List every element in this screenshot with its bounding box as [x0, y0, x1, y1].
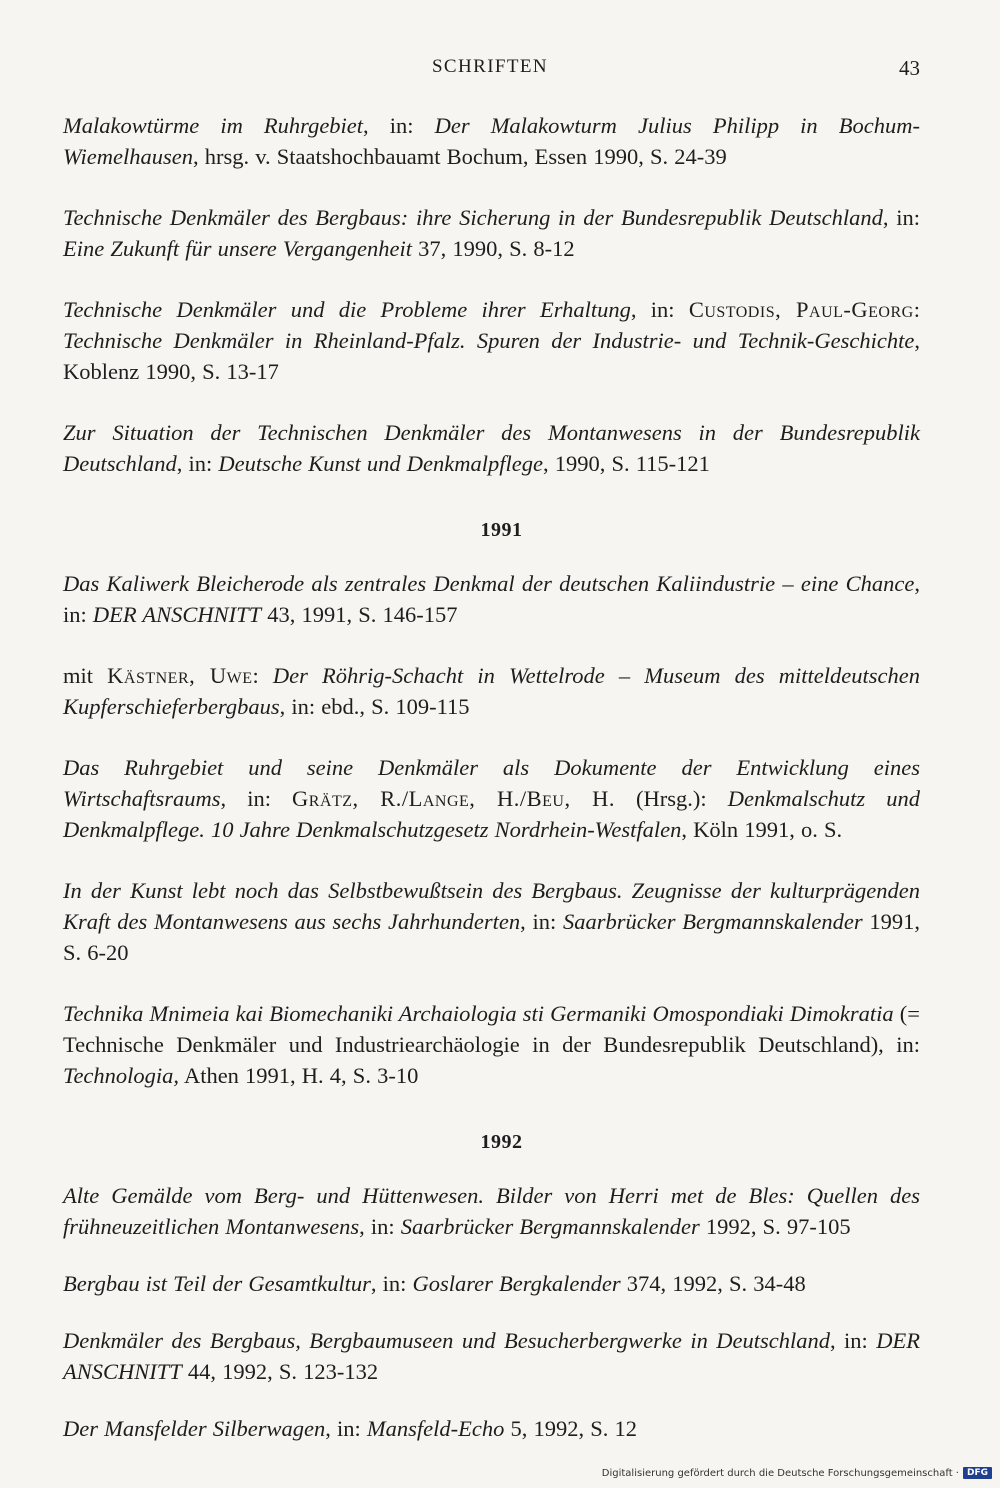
footer: [602, 1464, 992, 1482]
entry-text-fragment: , in:: [325, 1416, 367, 1441]
running-head: [0, 56, 1000, 82]
bibliography-entry-kaliwerk: [63, 568, 920, 630]
entry-text-fragment: Saarbrücker Bergmannskalender: [400, 1214, 700, 1239]
entry-text-fragment: Mansfeld-Echo: [366, 1416, 505, 1441]
bibliography-entry-alte-gemaelde: [63, 1180, 920, 1242]
entry-text-fragment: Das Ruhrgebiet und seine Denkmäler als Dokumente der Entwicklung eines Wirtschaftsraums: [63, 755, 920, 811]
entry-text-fragment: DER ANSCHNITT: [63, 1328, 920, 1384]
entry-text-fragment: Malakowtürme im Ruhrgebiet: [63, 113, 364, 138]
year-heading-1991: 1991: [480, 519, 523, 541]
bibliography-entry-silberwagen: [63, 1413, 920, 1444]
page-number: 43: [899, 56, 920, 80]
bibliography-entry-technika: [63, 998, 920, 1091]
entry-text-fragment: , 1990, S. 115-121: [542, 451, 710, 476]
entry-text-fragment: , in:: [176, 451, 219, 476]
entry-text-fragment: Kästner, Uwe: [107, 663, 253, 688]
entry-text-fragment: Der Mansfelder Silberwagen: [63, 1416, 326, 1441]
entry-text-fragment: 44, 1992, S. 123-132: [181, 1359, 379, 1384]
year-heading-1992: 1992: [480, 1131, 523, 1153]
entry-text-fragment: Technika Mnimeia kai Biomechaniki Archaiologia sti Germaniki Omospondiaki Dimokratia: [63, 1001, 894, 1026]
entry-text-fragment: , in:: [882, 205, 920, 230]
bibliography-entry-bergbau-teil: [63, 1268, 920, 1299]
entry-text-fragment: 5, 1992, S. 12: [504, 1416, 637, 1441]
entry-text-fragment: , in:: [520, 909, 563, 934]
bibliography-entry-zur-situation: [63, 417, 920, 479]
entry-text-fragment: Deutsche Kunst und Denkmalpflege: [218, 451, 543, 476]
entry-text-fragment: Zur Situation der Technischen Denkmäler des Montanwesens in der Bundesrepublik Deutschland: [63, 420, 920, 476]
footer-credit: Digitalisierung gefördert durch die Deutsche Forschungsgemeinschaft ·: [601, 1467, 959, 1479]
entry-text-fragment: Goslarer Bergkalender: [412, 1271, 621, 1296]
entry-text-fragment: , in:: [830, 1328, 877, 1353]
entry-text-fragment: , in:: [370, 1271, 413, 1296]
entry-text-fragment: 1992, S. 97-105: [699, 1214, 851, 1239]
section-1991: [63, 568, 920, 1091]
bibliography: [63, 110, 920, 1470]
entry-text-fragment: mit: [63, 663, 108, 688]
entry-text-fragment: In der Kunst lebt noch das Selbstbewußtsein des Bergbaus. Zeugnisse der kulturprägenden Kraft des Montanwesens aus sechs Jahrhunderten: [63, 878, 920, 934]
bibliography-entry-technische-probleme: [63, 294, 920, 387]
entry-text-fragment: 1991, S. 6-20: [63, 909, 920, 965]
entry-text-fragment: Grätz, R./Lange, H./Beu, H.: [292, 786, 615, 811]
section-1992: [63, 1180, 920, 1444]
entry-text-fragment: 374, 1992, S. 34-48: [620, 1271, 806, 1296]
dfg-logo-icon: DFG: [963, 1467, 992, 1479]
entry-text-fragment: Denkmäler des Bergbaus, Bergbaumuseen und Besucherbergwerke in Deutschland: [63, 1328, 830, 1353]
entry-text-fragment: , in:: [220, 786, 293, 811]
entry-text-fragment: 43, 1991, S. 146-157: [261, 602, 458, 627]
entry-text-fragment: Der Röhrig-Schacht in Wettelrode – Museum des mitteldeutschen Kupferschieferbergbaus: [63, 663, 920, 719]
bibliography-entry-ruhrgebiet: [63, 752, 920, 845]
entry-text-fragment: DER ANSCHNITT: [92, 602, 262, 627]
entry-text-fragment: , in: ebd., S. 109-115: [279, 694, 470, 719]
entry-text-fragment: :: [913, 297, 920, 322]
entry-text-fragment: Technische Denkmäler des Bergbaus: ihre Sicherung in der Bundesrepublik Deutschland: [63, 205, 883, 230]
entry-text-fragment: Custodis, Paul-Georg: [688, 297, 914, 322]
bibliography-entry-technische-bergbau: [63, 202, 920, 264]
section-1990: [63, 110, 920, 479]
entry-text-fragment: Eine Zukunft für unsere Vergangenheit: [63, 236, 413, 261]
entry-text-fragment: (Hrsg.):: [615, 786, 728, 811]
entry-text-fragment: , hrsg. v. Staatshochbauamt Bochum, Essen 1990, S. 24-39: [192, 144, 727, 169]
entry-text-fragment: Der Malakowturm Julius Philipp in Bochum-Wiemelhausen: [63, 113, 920, 169]
entry-text-fragment: (= Technische Denkmäler und Industriearchäologie in der Bundesrepublik Deutschland), in:: [63, 1001, 920, 1057]
bibliography-entry-malakow: [63, 110, 920, 172]
entry-text-fragment: Technologia,: [63, 1063, 180, 1088]
entry-text-fragment: Athen 1991, H. 4, S. 3-10: [179, 1063, 419, 1088]
entry-text-fragment: 37, 1990, S. 8-12: [412, 236, 575, 261]
entry-text-fragment: , in:: [363, 113, 435, 138]
entry-text-fragment: Technische Denkmäler und die Probleme ihrer Erhaltung: [63, 297, 631, 322]
entry-text-fragment: Das Kaliwerk Bleicherode als zentrales Denkmal der deutschen Kaliindustrie – eine Chance: [63, 571, 915, 596]
entry-text-fragment: Alte Gemälde vom Berg- und Hüttenwesen. Bilder von Herri met de Bles: Quellen des frühneuzeitlichen Montanwesens: [63, 1183, 920, 1239]
entry-text-fragment: , Koblenz 1990, S. 13-17: [63, 328, 920, 384]
entry-text-fragment: Saarbrücker Bergmannskalender: [563, 909, 863, 934]
bibliography-entry-roehrig: [63, 660, 920, 722]
entry-text-fragment: :: [252, 663, 273, 688]
entry-text-fragment: , in:: [630, 297, 689, 322]
entry-text-fragment: Technische Denkmäler in Rheinland-Pfalz. Spuren der Industrie- und Technik-Geschichte: [63, 328, 915, 353]
entry-text-fragment: Bergbau ist Teil der Gesamtkultur: [63, 1271, 371, 1296]
entry-text-fragment: , Köln 1991, o. S.: [681, 817, 843, 842]
entry-text-fragment: , in:: [359, 1214, 401, 1239]
running-title: SCHRIFTEN: [431, 56, 549, 77]
bibliography-entry-denkmaeler-bergbau: [63, 1325, 920, 1387]
bibliography-entry-in-der-kunst: [63, 875, 920, 968]
entry-text-fragment: , in:: [63, 571, 920, 627]
entry-text-fragment: Denkmalschutz und Denkmalpflege. 10 Jahre Denkmalschutzgesetz Nordrhein-Westfalen: [63, 786, 920, 842]
